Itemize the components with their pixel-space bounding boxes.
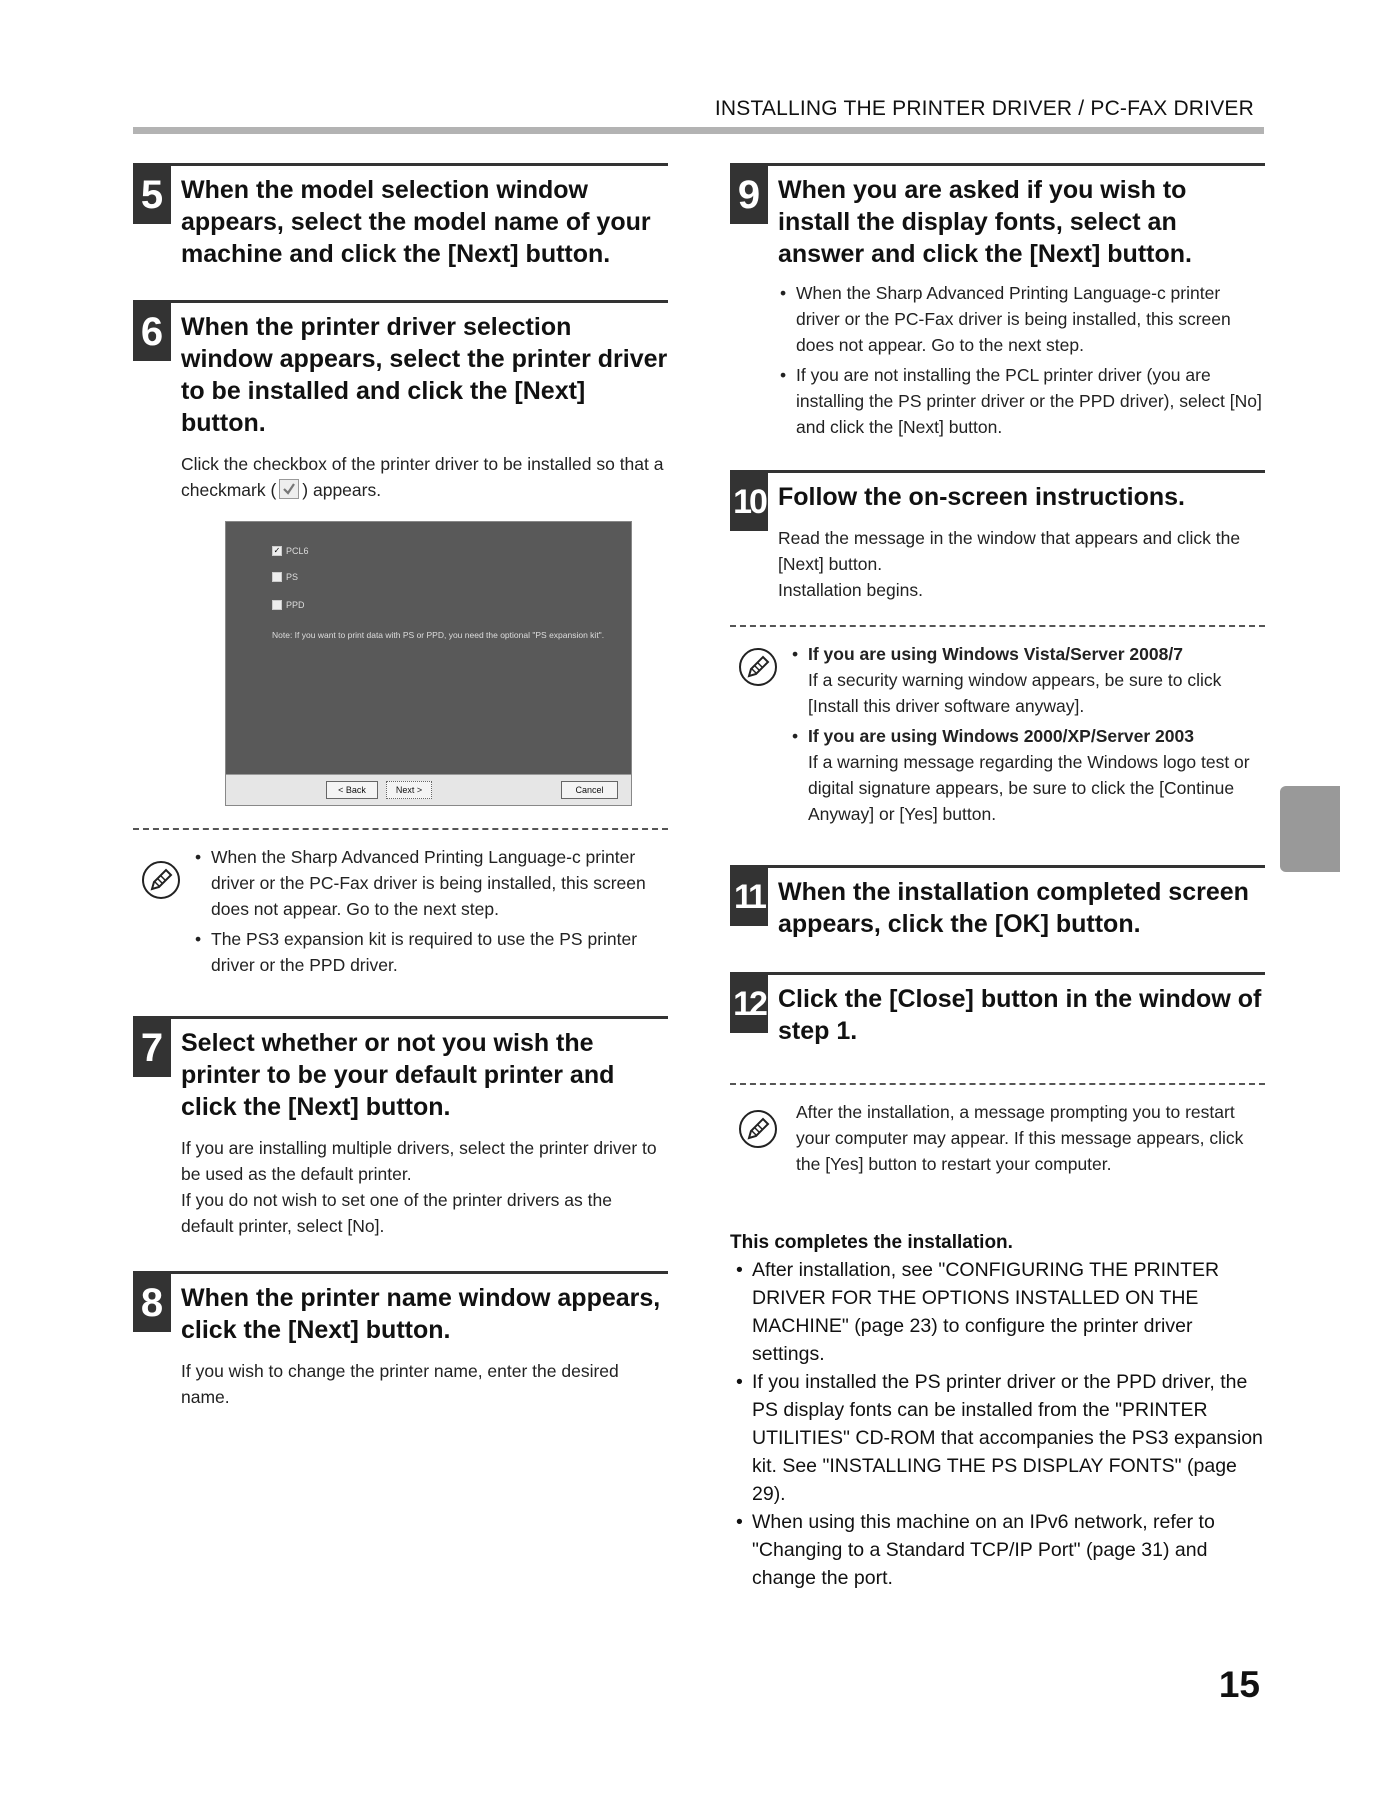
header-rule (133, 127, 1264, 134)
step-number-5: 5 (133, 166, 171, 224)
step-8 (133, 1271, 668, 1410)
page-number: 15 (1218, 1664, 1260, 1705)
step-8-body: If you wish to change the printer name, enter the desired name. (181, 1361, 619, 1407)
step-number-8: 8 (133, 1274, 171, 1332)
list-item: • The PS3 expansion kit is required to use the PS printer driver or the PPD driver. (193, 926, 668, 978)
step-9 (730, 163, 1265, 440)
note-step-6 (133, 828, 668, 978)
list-item: • If you are not installing the PCL printer driver (you are installing the PS printer driver or the PPD driver), select [No] and click the [Next] button. (778, 362, 1265, 440)
completion-list (730, 1256, 1270, 1592)
step-number-12: 12 (730, 975, 768, 1033)
next-button[interactable]: Next > (386, 781, 432, 799)
checkbox-icon[interactable] (272, 600, 282, 610)
list-item: • If you installed the PS printer driver or the PPD driver, the PS display fonts can be installed from the "PRINTER UTILITIES" CD-ROM that accompanies the PS3 expansion kit. See "INSTALLING THE PS DISPLAY FONTS" (page 29). (730, 1368, 1270, 1508)
checkmark-icon (279, 479, 299, 499)
cancel-button[interactable]: Cancel (561, 781, 618, 799)
step-number-7: 7 (133, 1019, 171, 1077)
completion-section (730, 1230, 1270, 1592)
note-step-6-list (193, 844, 668, 978)
step-10 (730, 470, 1265, 603)
note-step-12-text: After the installation, a message prompting you to restart your computer may appear. If this message appears, click the [Yes] button to restart your computer. (796, 1102, 1244, 1174)
note-step-10-list (790, 641, 1265, 827)
step-11-title: When the installation completed screen appears, click the [OK] button. (778, 878, 1249, 938)
step-12-title: Click the [Close] button in the window of step 1. (778, 985, 1262, 1045)
step-number-6: 6 (133, 303, 171, 361)
step-7-title: Select whether or not you wish the printer to be your default printer and click the [Next] button. (181, 1029, 615, 1121)
list-item: • After installation, see "CONFIGURING THE PRINTER DRIVER FOR THE OPTIONS INSTALLED ON THE MACHINE" (page 23) to configure the printer driver settings. (730, 1256, 1270, 1368)
step-5-title: When the model selection window appears, select the model name of your machine and click the [Next] button. (181, 176, 651, 268)
list-item: • When the Sharp Advanced Printing Language-c printer driver or the PC-Fax driver is being installed, this screen does not appear. Go to the next step. (193, 844, 668, 922)
step-5 (133, 163, 668, 270)
list-item: • When the Sharp Advanced Printing Language-c printer driver or the PC-Fax driver is being installed, this screen does not appear. Go to the next step. (778, 280, 1265, 358)
screenshot-button-bar (226, 774, 631, 805)
step-10-body: Read the message in the window that appears and click the [Next] button. Installation begins. (778, 528, 1241, 600)
right-column (730, 163, 1265, 1177)
checkbox-checked-icon[interactable]: ✓ (273, 546, 281, 555)
screenshot-note: Note: If you want to print data with PS or PPD, you need the optional "PS expansion kit". (272, 630, 605, 640)
pencil-note-icon (738, 1109, 778, 1149)
step-6-title: When the printer driver selection window appears, select the printer driver to be installed and click the [Next] button. (181, 313, 668, 437)
list-item: • If you are using Windows Vista/Server 2008/7 If a security warning window appears, be sure to click [Install this driver software anyway]. (790, 641, 1265, 719)
option-ps[interactable]: PS (272, 572, 298, 582)
step-number-11: 11 (730, 868, 768, 926)
step-12 (730, 972, 1265, 1047)
step-8-title: When the printer name window appears, click the [Next] button. (181, 1284, 661, 1344)
step-9-title: When you are asked if you wish to install the display fonts, select an answer and click the [Next] button. (778, 176, 1192, 268)
step-6-body-a: Click the checkbox of the printer driver to be installed so that a checkmark ( (181, 454, 664, 500)
completion-title: This completes the installation. (730, 1232, 1013, 1253)
driver-selection-screenshot (225, 521, 632, 806)
running-header: INSTALLING THE PRINTER DRIVER / PC-FAX DRIVER (714, 97, 1254, 120)
step-7-body: If you are installing multiple drivers, select the printer driver to be used as the default printer. If you do not wish to set one of the printer drivers as the default printer, select [No]. (181, 1138, 657, 1236)
chapter-side-tab (1280, 786, 1340, 872)
step-number-10: 10 (730, 473, 768, 531)
option-pcl6[interactable]: ✓ PCL6 (273, 546, 309, 556)
step-6-body (181, 451, 668, 503)
step-10-title: Follow the on-screen instructions. (778, 483, 1185, 511)
note-step-10 (730, 625, 1265, 827)
step-6-body-b: ) appears. (302, 480, 382, 500)
list-item: • If you are using Windows 2000/XP/Server 2003 If a warning message regarding the Windows logo test or digital signature appears, be sure to click the [Continue Anyway] or [Yes] button. (790, 723, 1265, 827)
back-button[interactable]: < Back (326, 781, 378, 799)
step-6 (133, 300, 668, 806)
left-column (133, 163, 668, 1410)
step-7 (133, 1016, 668, 1239)
pencil-note-icon (141, 860, 181, 900)
note-step-12 (730, 1083, 1265, 1177)
step-11 (730, 865, 1265, 940)
step-number-9: 9 (730, 166, 768, 224)
pencil-note-icon (738, 647, 778, 687)
option-ppd[interactable]: PPD (272, 600, 305, 610)
list-item: • When using this machine on an IPv6 network, refer to "Changing to a Standard TCP/IP Port" (page 31) and change the port. (730, 1508, 1270, 1592)
checkbox-icon[interactable] (272, 572, 282, 582)
step-9-bullets (778, 280, 1265, 440)
